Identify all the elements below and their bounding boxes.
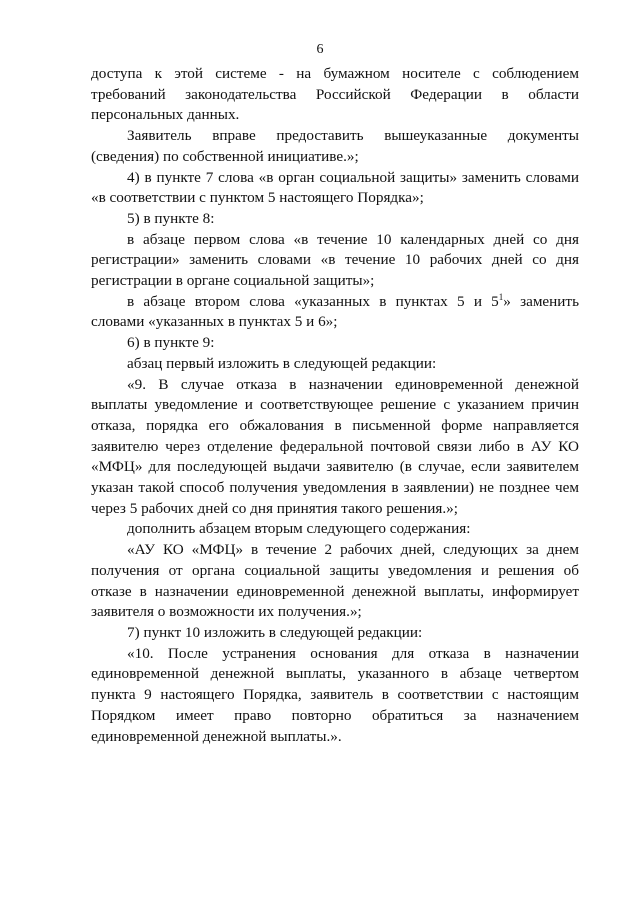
document-body [91, 64, 579, 747]
paragraph-2: Заявитель вправе предоставить вышеуказанные документы (сведения) по собственной инициативе.»; [91, 127, 579, 165]
paragraph-5: в абзаце первом слова «в течение 10 календарных дней со дня регистрации» заменить словами «в течение 10 рабочих дней со дня регистрации в органе социальной защиты»; [91, 230, 579, 290]
paragraph-11: «АУ КО «МФЦ» в течение 2 рабочих дней, следующих за днем получения от органа социальной защиты уведомления и решения об отказе в назначении единовременной денежной выплаты, информирует заявителя о возможности их получения.»; [91, 541, 579, 621]
paragraph-6 [91, 292, 579, 333]
paragraph-6-text-before: в абзаце втором слова «указанных в пунктах 5 и 5 [127, 292, 499, 310]
paragraph-7: 6) в пункте 9: [127, 334, 215, 352]
paragraph-12: 7) пункт 10 изложить в следующей редакции: [127, 623, 423, 641]
paragraph-9: «9. В случае отказа в назначении единовременной денежной выплаты уведомление и соответствующее решение с указанием причин отказа, порядка его обжалования в письменной форме направляется заявителю через отделение федеральной почтовой связи либо в АУ КО «МФЦ» для последующей выдачи заявителю (в случае, если заявителем указан такой способ получения уведомления в заявлении) не позднее чем через 5 рабочих дней со дня принятия такого решения.»; [91, 375, 579, 517]
superscript-index: 1 [498, 291, 504, 302]
paragraph-6-text-after: » заменить словами «указанных в пунктах 5 и 6»; [91, 292, 579, 331]
paragraph-1: доступа к этой системе - на бумажном носителе с соблюдением требований законодательства Российской Федерации в области персональных данных. [91, 65, 579, 124]
paragraph-13: «10. После устранения основания для отказа в назначении единовременной денежной выплаты, указанного в абзаце четвертом пункта 9 настоящего Порядка, заявитель в соответствии с настоящим Порядком имеет право повторно обратиться за назначением единовременной денежной выплаты.». [91, 644, 579, 745]
paragraph-4: 5) в пункте 8: [127, 209, 215, 227]
paragraph-3: 4) в пункте 7 слова «в орган социальной защиты» заменить словами «в соответствии с пунктом 5 настоящего Порядка»; [91, 168, 579, 207]
page-number: 6 [316, 42, 324, 57]
paragraph-8: абзац первый изложить в следующей редакции: [127, 354, 437, 372]
paragraph-10: дополнить абзацем вторым следующего содержания: [127, 520, 471, 538]
